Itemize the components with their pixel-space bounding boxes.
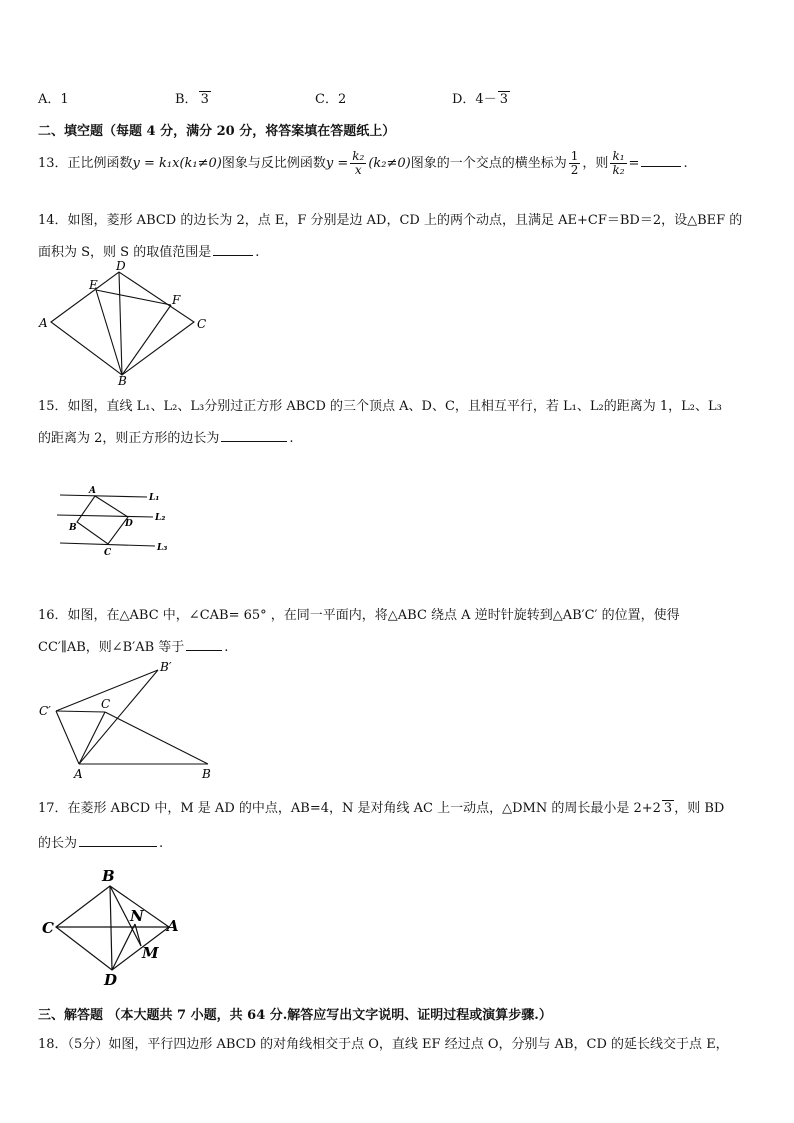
- figure-17-rhombus: [38, 866, 188, 994]
- fig17-label-c: C: [42, 919, 54, 937]
- fig17-label-b: B: [102, 867, 115, 885]
- fig14-label-e: E: [89, 278, 98, 292]
- fig17-label-m: M: [142, 944, 159, 962]
- fig16-label-b: B: [202, 767, 211, 781]
- fig14-label-f: F: [172, 293, 181, 307]
- question-15-line-1: 15．如图，直线 L₁、L₂、L₃分别过正方形 ABCD 的三个顶点 A、D、C，且相互平行，若 L₁、L₂的距离为 1，L₂、L₃: [38, 399, 722, 414]
- q16-answer-blank[interactable]: [186, 638, 222, 651]
- question-17-line-2: 的长为 .: [38, 836, 164, 851]
- question-16-line-2: CC′∥AB，则∠B′AB 等于 .: [38, 640, 229, 655]
- section-2-heading: 二、填空题（每题 4 分，满分 20 分，将答案填在答题纸上）: [38, 124, 396, 139]
- question-13: 13．正比例函数y = k₁x(k₁≠0)图象与反比例函数y = $\frac{\text{k₂}}{x}$ (k₂≠0)图象的一个交点的横坐标为 $\frac{1}{2}$ ，则 $\frac{\text{k₁}}{\text{k₂}}$ = .: [38, 149, 688, 177]
- fig16-label-b-prime: B′: [160, 660, 172, 674]
- fig14-label-b: B: [118, 374, 127, 388]
- question-17-line-1: 17．在菱形 ABCD 中，M 是 AD 的中点，AB=4，N 是对角线 AC 上一动点，△DMN 的周长最小是 2+2 3 ，则 BD: [38, 801, 725, 816]
- option-b: B． 3: [175, 92, 209, 107]
- question-15-line-2: 的距离为 2，则正方形的边长为 .: [38, 431, 294, 446]
- question-18-line-1: 18．（5分）如图，平行四边形 ABCD 的对角线相交于点 O，直线 EF 经过点 O，分别与 AB，CD 的延长线交于点 E，: [38, 1037, 729, 1052]
- question-14-line-2: 面积为 S，则 S 的取值范围是 .: [38, 245, 260, 260]
- fig14-label-d: D: [116, 260, 126, 273]
- option-a: A．1: [38, 92, 69, 107]
- fig15-label-l1: L₁: [149, 493, 160, 503]
- fig15-label-l2: L₂: [155, 513, 166, 523]
- q15-answer-blank[interactable]: [221, 429, 287, 442]
- fig15-label-a: A: [89, 486, 96, 496]
- q14-answer-blank[interactable]: [213, 243, 253, 256]
- fig14-label-c: C: [197, 317, 207, 331]
- fig17-label-d: D: [104, 971, 118, 989]
- fig14-label-a: A: [39, 316, 48, 330]
- fig15-label-c: C: [104, 548, 112, 558]
- fig15-label-d: D: [125, 519, 133, 529]
- figure-14-rhombus: [34, 260, 214, 390]
- section-3-heading: 三、解答题 （本大题共 7 小题，共 64 分.解答应写出文字说明、证明过程或演算步骤.）: [38, 1008, 552, 1023]
- fig16-label-c: C: [101, 697, 111, 711]
- option-d: D．4－ 3: [452, 92, 508, 107]
- option-c: C．2: [315, 92, 347, 107]
- question-16-line-1: 16．如图，在△ABC 中，∠CAB= 65° ，在同一平面内，将△ABC 绕点 A 逆时针旋转到△AB′C′ 的位置，使得: [38, 608, 680, 623]
- fig15-label-l3: L₃: [157, 543, 168, 553]
- fig16-label-a: A: [74, 767, 83, 781]
- fig17-label-n: N: [130, 907, 144, 925]
- q17-answer-blank[interactable]: [79, 834, 157, 847]
- fig15-label-b: B: [69, 523, 77, 533]
- question-14-line-1: 14．如图，菱形 ABCD 的边长为 2，点 E，F 分别是边 AD，CD 上的两个动点，且满足 AE+CF＝BD＝2，设△BEF 的: [38, 213, 743, 228]
- figure-15-square-lines: [55, 480, 185, 560]
- figure-16-rotation: [36, 660, 226, 784]
- q13-answer-blank[interactable]: [641, 154, 681, 167]
- fig16-label-c-prime: C′: [39, 704, 51, 718]
- fig17-label-a: A: [167, 917, 179, 935]
